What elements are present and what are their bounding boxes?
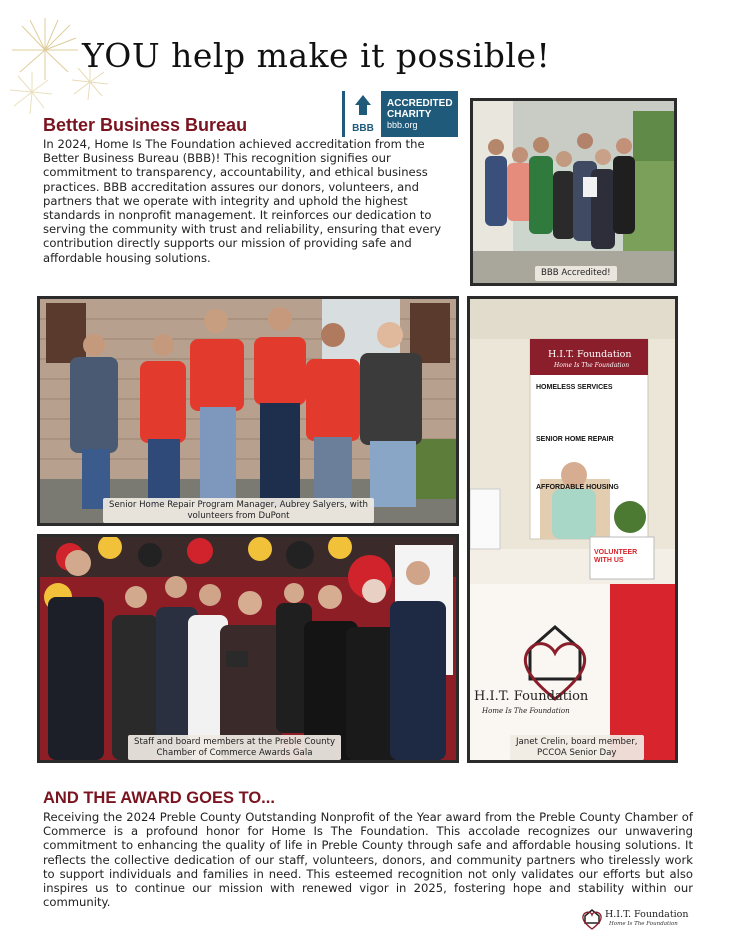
- senior-banner-section3: AFFORDABLE HOUSING: [536, 484, 619, 491]
- senior-banner-subtitle: Home Is The Foundation: [554, 362, 630, 369]
- bbb-section-heading: Better Business Bureau: [43, 115, 248, 135]
- senior-banner-section2: SENIOR HOME REPAIR: [536, 436, 614, 443]
- dupont-volunteers-photo: [37, 296, 459, 526]
- bbb-accredited-charity-badge: [342, 91, 458, 137]
- gala-caption-line2: Chamber of Commerce Awards Gala: [156, 747, 313, 758]
- heart-house-icon: [579, 905, 605, 931]
- dupont-caption-line2: volunteers from DuPont: [187, 510, 290, 521]
- bbb-group-photo: [470, 98, 677, 286]
- bbb-logo-text: BBB: [352, 123, 374, 134]
- bbb-torch-icon: [345, 91, 381, 123]
- award-section-heading: AND THE AWARD GOES TO...: [43, 789, 275, 807]
- dupont-volunteers-photo-image: [40, 299, 456, 523]
- bbb-group-photo-image: [473, 101, 674, 283]
- award-body-text: Receiving the 2024 Preble County Outstanding Nonprofit of the Year award from the Preble County Chamber of Commerce is a profound honor for Home Is The Foundation. This accolade recognizes our unwavering commitment to enhancing the quality of life in Preble County through safe and affordable housing solutions. It reflects the collective dedication of our staff, volunteers, donors, and community partners who tirelessly work to support individuals and families in need. This esteemed recognition not only validates our efforts but also inspires us to continue our mission with renewed vigor in 2025, fostering hope and stability within our community.: [43, 810, 693, 910]
- awards-gala-photo: [37, 534, 459, 763]
- page-title: YOU help make it possible!: [82, 36, 551, 75]
- senior-caption-line1: Janet Crelin, board member,: [516, 737, 638, 747]
- tablecloth-title: H.I.T. Foundation: [474, 689, 589, 704]
- bbb-group-photo-caption: BBB Accredited!: [535, 266, 617, 281]
- badge-line-charity: CHARITY: [387, 108, 432, 120]
- tablecloth-subtitle: Home Is The Foundation: [482, 707, 570, 715]
- senior-banner-title: H.I.T. Foundation: [548, 349, 632, 360]
- awards-gala-photo-image: [40, 537, 456, 760]
- dupont-caption-line1: Senior Home Repair Program Manager, Aubrey Salyers, with: [109, 500, 368, 510]
- badge-line-accredited: ACCREDITED: [387, 97, 453, 109]
- gala-photo-caption: [128, 735, 341, 760]
- bbb-seal-icon: [345, 91, 381, 137]
- senior-day-photo-caption: [510, 735, 644, 760]
- dupont-photo-caption: [103, 498, 374, 523]
- footer-logo-tagline: Home Is The Foundation: [609, 921, 678, 927]
- senior-caption-line2: PCCOA Senior Day: [537, 747, 617, 758]
- gala-caption-line1: Staff and board members at the Preble County: [134, 737, 336, 747]
- volunteer-sign-text: VOLUNTEER WITH US: [594, 549, 638, 564]
- badge-line-url: bbb.org: [387, 119, 418, 130]
- footer-logo: [579, 905, 689, 933]
- bbb-body-text: In 2024, Home Is The Foundation achieved accreditation from the Better Business Bureau (BBB)! This recognition signifies our commitment to transparency, accountability, and ethical business practices. BBB accreditation assures our donors, volunteers, and partners that we operate with integrity and uphold the highest standards in nonprofit management. It reinforces our dedication to serving the community with trust and reliability, ensuring that every contribution directly supports our mission of providing safe and affordable housing solutions.: [43, 137, 442, 265]
- senior-day-photo: [467, 296, 678, 763]
- senior-banner-section1: HOMELESS SERVICES: [536, 384, 613, 391]
- footer-logo-name: H.I.T. Foundation: [605, 909, 689, 920]
